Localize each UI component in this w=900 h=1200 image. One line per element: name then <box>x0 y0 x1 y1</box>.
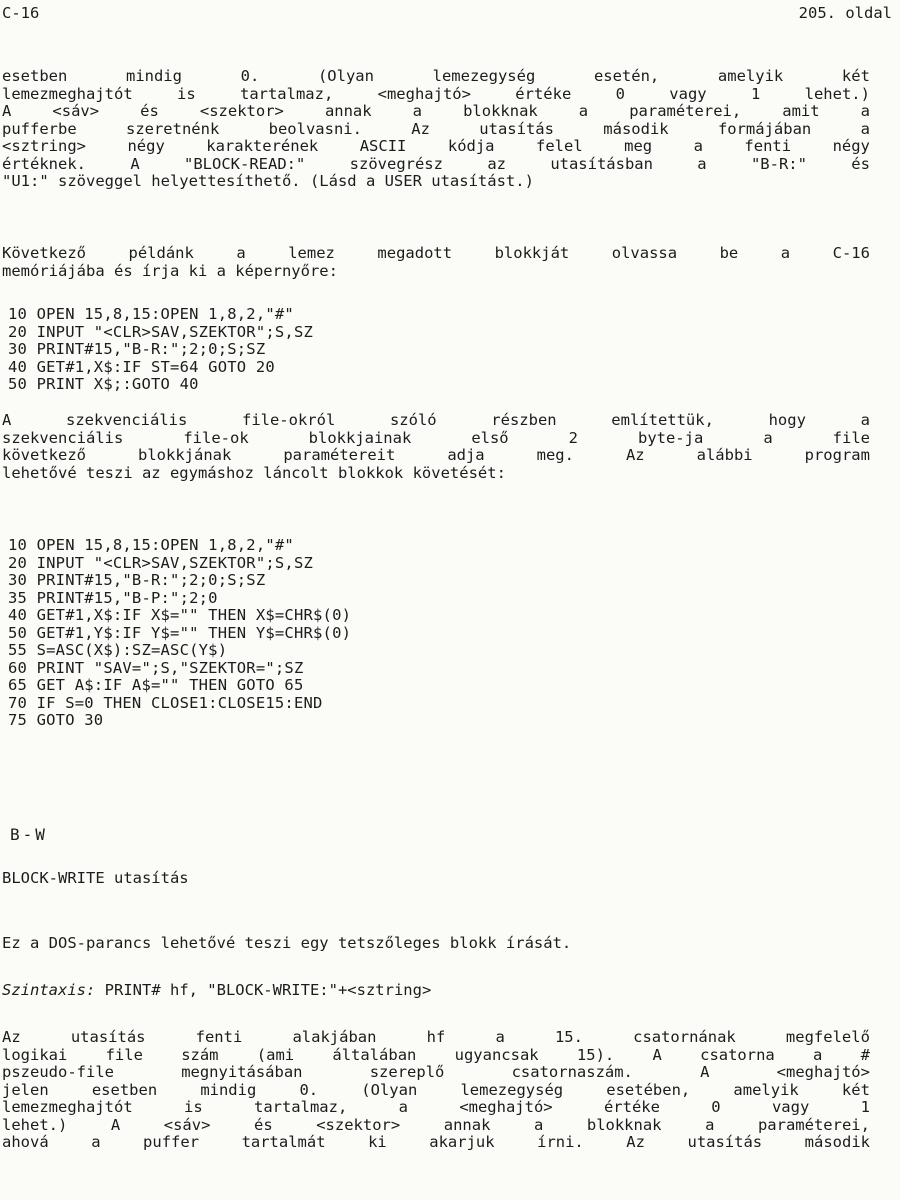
code-line: 30 PRINT#15,"B-R:";2;0;S;SZ <box>8 571 266 589</box>
code-line: 35 PRINT#15,"B-P:";2;0 <box>8 588 218 607</box>
text-line: jelen esetben mindig 0. (Olyan lemezegység esetében, amelyik két <box>2 1080 870 1099</box>
code-line: 40 GET#1,X$:IF X$="" THEN X$=CHR$(0) <box>8 606 352 624</box>
section-code: B-W <box>10 825 48 844</box>
code-line: 10 OPEN 15,8,15:OPEN 1,8,2,"#" <box>8 305 294 323</box>
code-line: 10 OPEN 15,8,15:OPEN 1,8,2,"#" <box>8 536 294 554</box>
text-line: lemezmeghajtót is tartalmaz, <meghajtó> értéke 0 vagy 1 lehet.) <box>2 84 870 103</box>
code-line: 50 PRINT X$;:GOTO 40 <box>8 375 199 393</box>
text-line: logikai file szám (ami általában ugyancsak 15). A csatorna a # <box>2 1045 870 1064</box>
syntax-label: Szintaxis: <box>2 981 96 999</box>
text-line: lemezmeghajtót is tartalmaz, a <meghajtó> értéke 0 vagy 1 <box>2 1098 870 1116</box>
chapter-code: C-16 <box>2 4 40 22</box>
text-line: ahová a puffer tartalmát ki akarjuk írni. Az utasítás második <box>2 1133 870 1151</box>
section-title <box>2 870 870 888</box>
code-line: 40 GET#1,X$:IF ST=64 GOTO 20 <box>8 357 275 376</box>
command-title: BLOCK-WRITE utasítás <box>2 869 189 887</box>
text-line: szekvenciális file-ok blokkjainak első 2 byte-ja a file <box>2 428 870 447</box>
intro-text: Ez a DOS-parancs lehetővé teszi egy tetszőleges blokk írását. <box>2 934 572 952</box>
text-line: A szekvenciális file-okról szóló részben említettük, hogy a <box>2 411 870 429</box>
section-intro <box>2 935 870 953</box>
text-line: esetben mindig 0. (Olyan lemezegység esetén, amelyik két <box>2 67 870 85</box>
text-line: pufferbe szeretnénk beolvasni. Az utasítás második formájában a <box>2 119 870 138</box>
text-line: A <sáv> és <szektor> annak a blokknak a paraméterei, amit a <box>2 102 870 120</box>
syntax-line <box>2 982 870 1000</box>
text-line: Az utasítás fenti alakjában hf a 15. csatornának megfelelő <box>2 1028 870 1046</box>
page-header <box>0 4 900 28</box>
paragraph-3 <box>2 412 870 482</box>
code-line: 50 GET#1,Y$:IF Y$="" THEN Y$=CHR$(0) <box>8 623 352 642</box>
text-line: memóriájába és írja ki a képernyőre: <box>2 261 338 280</box>
code-line: 75 GOTO 30 <box>8 711 104 729</box>
syntax-text: PRINT# hf, "BLOCK-WRITE:"+<sztring> <box>95 981 432 999</box>
text-line: lehet.) A <sáv> és <szektor> annak a blokknak a paraméterei, <box>2 1115 870 1134</box>
text-line: <sztring> négy karakterének ASCII kódja felel meg a fenti négy <box>2 137 870 155</box>
code-line: 30 PRINT#15,"B-R:";2;0;S;SZ <box>8 340 266 358</box>
page-number: 205. oldal <box>798 4 892 22</box>
code-line: 20 INPUT "<CLR>SAV,SZEKTOR";S,SZ <box>8 322 314 341</box>
paragraph-2 <box>2 245 870 280</box>
code-line: 65 GET A$:IF A$="" THEN GOTO 65 <box>8 676 304 694</box>
code-line: 60 PRINT "SAV=";S,"SZEKTOR=";SZ <box>8 658 304 677</box>
paragraph-1 <box>2 68 870 191</box>
text-line: "U1:" szöveggel helyettesíthető. (Lásd a USER utasítást.) <box>2 172 534 190</box>
text-line: pszeudo-file megnyitásában szereplő csatornaszám. A <meghajtó> <box>2 1063 870 1081</box>
section-heading <box>10 826 878 844</box>
text-line: értéknek. A "BLOCK-READ:" szövegrész az utasításban a "B-R:" és <box>2 154 870 173</box>
text-line: lehetővé teszi az egymáshoz láncolt blokkok követését: <box>2 463 506 482</box>
text-line: Következő példánk a lemez megadott blokkját olvassa be a C-16 <box>2 244 870 262</box>
code-line: 55 S=ASC(X$):SZ=ASC(Y$) <box>8 641 228 659</box>
code-line: 20 INPUT "<CLR>SAV,SZEKTOR";S,SZ <box>8 553 314 572</box>
code-listing-2 <box>8 537 876 730</box>
text-line: következő blokkjának paramétereit adja meg. Az alábbi program <box>2 446 870 464</box>
code-line: 70 IF S=0 THEN CLOSE1:CLOSE15:END <box>8 693 323 712</box>
code-listing-1 <box>8 306 876 394</box>
paragraph-4 <box>2 1029 870 1152</box>
